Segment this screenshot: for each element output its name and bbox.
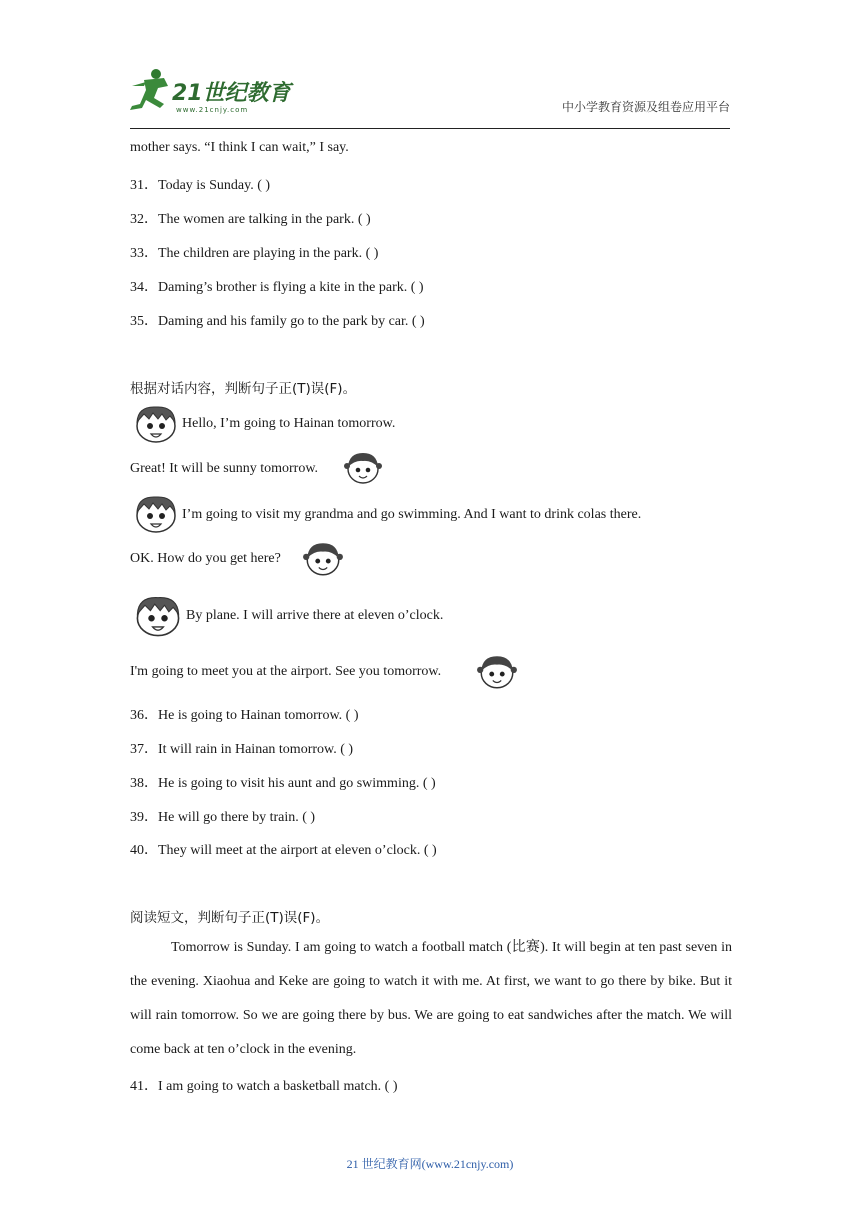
question-41: 41．I am going to watch a basketball match. ( ) bbox=[130, 1079, 398, 1094]
girl-face-icon bbox=[302, 540, 344, 578]
passage-continuation: mother says. “I think I can wait,” I say. bbox=[130, 140, 349, 155]
question-37: 37．It will rain in Hainan tomorrow. ( ) bbox=[130, 742, 354, 757]
question-36: 36．He is going to Hainan tomorrow. ( ) bbox=[130, 708, 359, 723]
section-instruction-reading: 阅读短文，判断句子正(T)误(F)。 bbox=[130, 910, 330, 926]
logo-text: 21世纪教育 bbox=[172, 81, 291, 106]
question-40: 40．They will meet at the airport at eleven o’clock. ( ) bbox=[130, 843, 437, 858]
header-divider bbox=[130, 128, 730, 129]
page-footer: 21 世纪教育网(www.21cnjy.com) bbox=[346, 1157, 514, 1171]
boy-face-icon bbox=[132, 492, 180, 534]
dialogue-boy-1: Hello, I’m going to Hainan tomorrow. bbox=[182, 416, 396, 431]
question-38: 38．He is going to visit his aunt and go swimming. ( ) bbox=[130, 776, 436, 791]
dialogue-girl-3: I'm going to meet you at the airport. See you tomorrow. bbox=[130, 664, 442, 679]
girl-face-icon bbox=[343, 450, 383, 486]
girl-face-icon bbox=[476, 653, 518, 691]
brand-logo bbox=[124, 66, 294, 116]
question-34: 34．Daming’s brother is flying a kite in the park. ( ) bbox=[130, 280, 424, 295]
dialogue-girl-1: Great! It will be sunny tomorrow. bbox=[130, 461, 319, 476]
logo-url: www.21cnjy.com bbox=[176, 106, 249, 114]
question-39: 39．He will go there by train. ( ) bbox=[130, 810, 316, 825]
runner-icon bbox=[130, 69, 168, 110]
header-platform-text: 中小学教育资源及组卷应用平台 bbox=[561, 100, 730, 114]
boy-face-icon bbox=[132, 592, 184, 638]
question-35: 35．Daming and his family go to the park by car. ( ) bbox=[130, 314, 425, 329]
question-33: 33．The children are playing in the park. ( ) bbox=[130, 246, 379, 261]
question-31: 31．Today is Sunday. ( ) bbox=[130, 178, 271, 193]
section-instruction-dialogue: 根据对话内容，判断句子正(T)误(F)。 bbox=[130, 381, 357, 397]
boy-face-icon bbox=[132, 402, 180, 444]
dialogue-girl-2: OK. How do you get here? bbox=[130, 551, 281, 566]
reading-passage: Tomorrow is Sunday. I am going to watch a football match (比赛). It will begin at ten past seven in the evening. Xiaohua and Keke are going to watch it with me. At first, we want to go there by bike. But it will rain tomorrow. So we are going there by bus. We are going to eat sandwiches after the match. We will come back at ten o’clock in the evening. bbox=[130, 940, 732, 1057]
dialogue-boy-3: By plane. I will arrive there at eleven o’clock. bbox=[186, 608, 444, 623]
dialogue-boy-2: I’m going to visit my grandma and go swimming. And I want to drink colas there. bbox=[182, 507, 642, 522]
question-32: 32．The women are talking in the park. ( ) bbox=[130, 212, 371, 227]
